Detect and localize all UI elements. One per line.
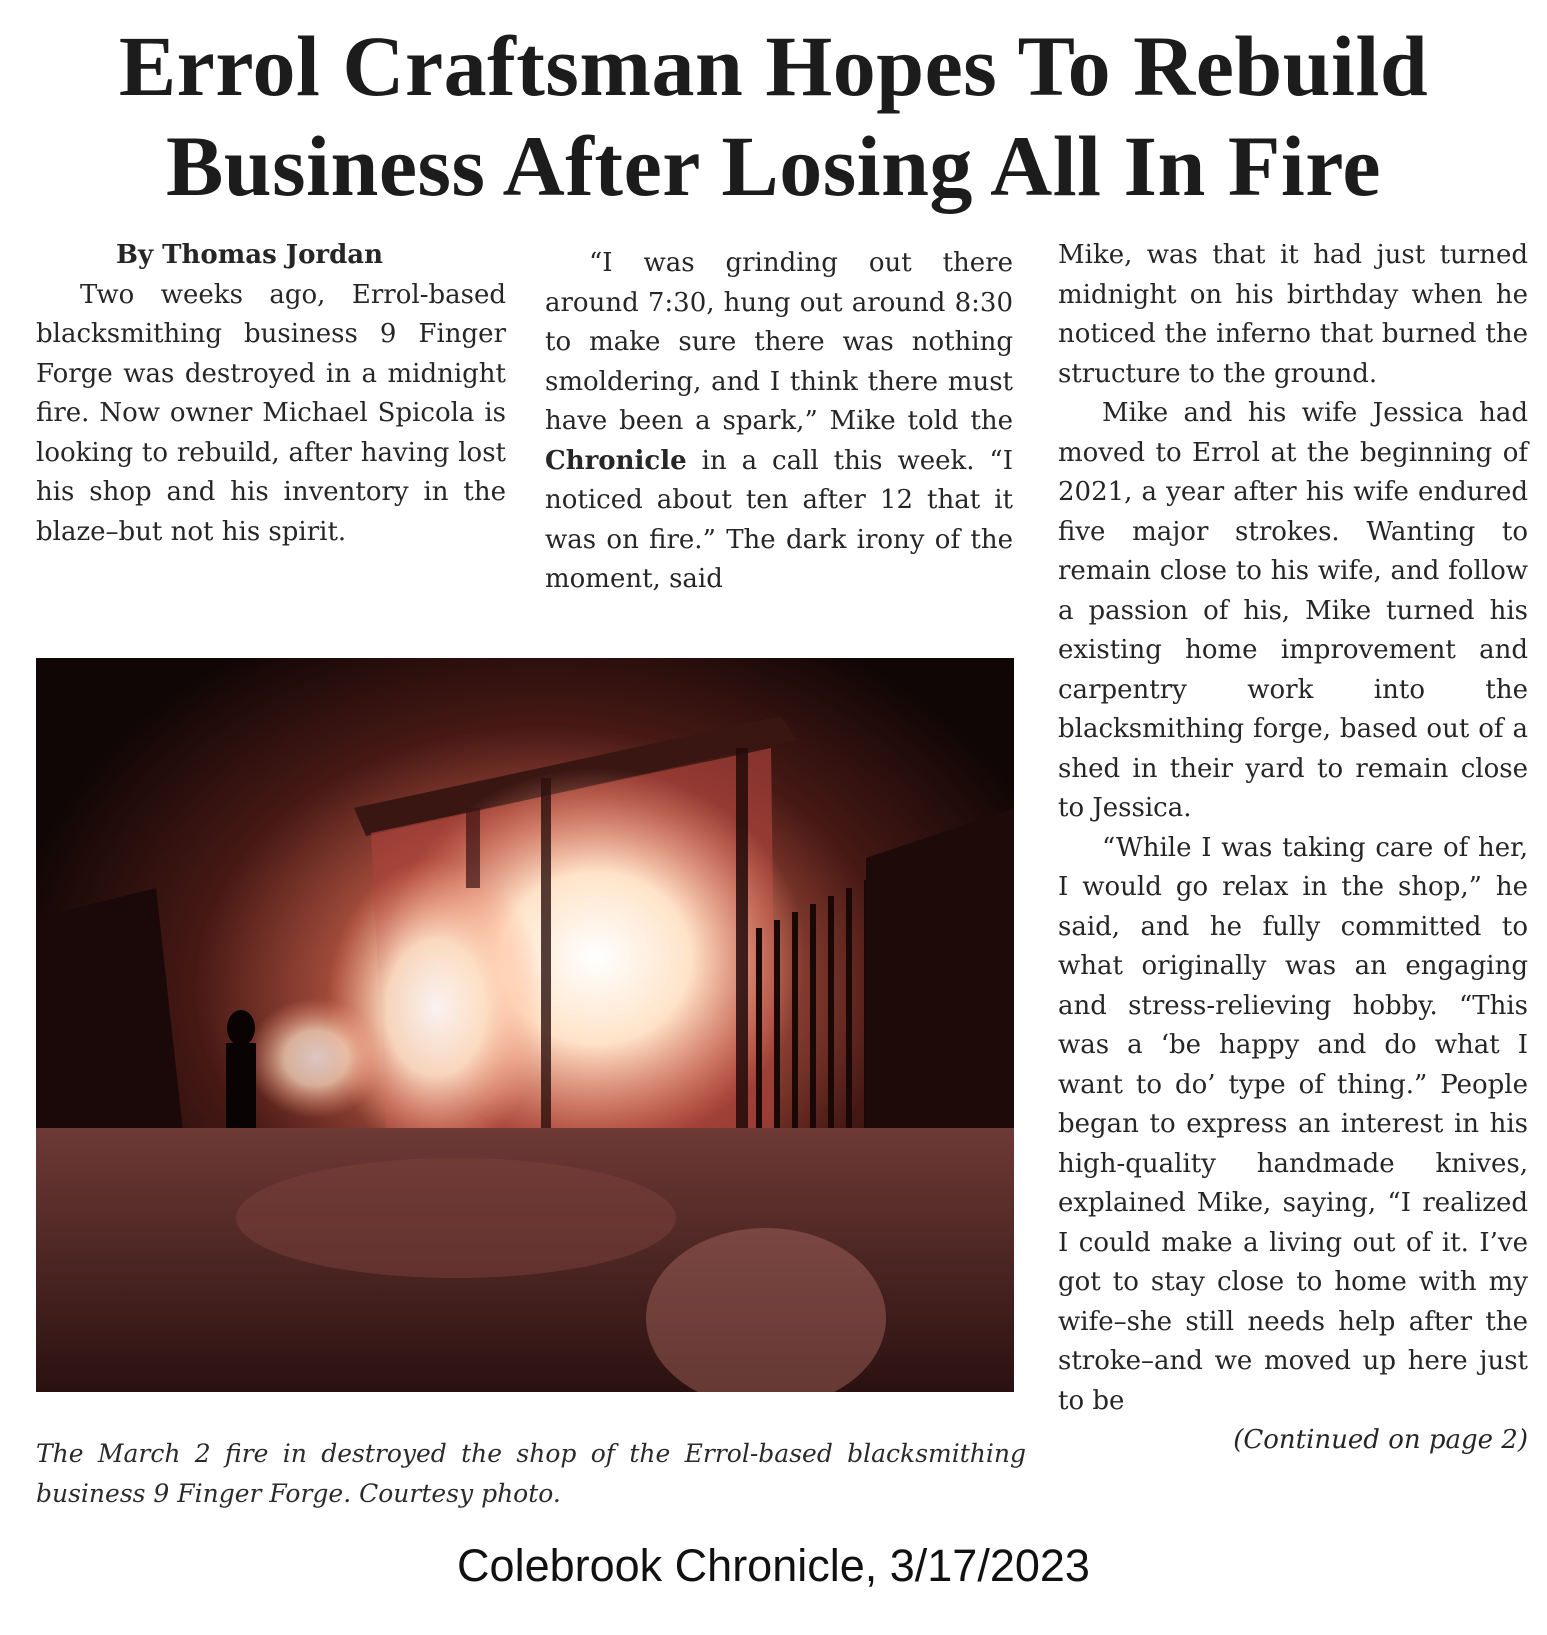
headline-line-2: Business After Losing All In Fire [165, 118, 1382, 214]
photo-caption: The March 2 fire in destroyed the shop of the Errol-based blacksmithing business 9 Finger Forge. Courtesy photo. [36, 1439, 1026, 1508]
byline: By Thomas Jordan [116, 240, 384, 270]
newspaper-name: Chronicle [545, 445, 687, 476]
article-column-3 [1058, 236, 1528, 1461]
article-column-2 [545, 244, 1013, 600]
person-body [226, 1043, 256, 1133]
shed-post [736, 748, 748, 1128]
paragraph: Mike and his wife Jessica had moved to Errol at the beginning of 2021, a year after his wife endured five major strokes. Wanting to remain close to his wife, and follow a passion of his, Mike turned his existing home improvement and carpentry work into the blacksmithing forge, based out of a shed in their yard to remain close to Jessica. [1058, 398, 1528, 823]
snow-mound [236, 1158, 676, 1278]
paragraph-text: “I was grinding out there around 7:30, hung out around 8:30 to make sure there was nothing smoldering, and I think there must have been a spark,” Mike told the [545, 248, 1013, 436]
continued-note: (Continued on page 2) [1233, 1425, 1528, 1455]
headline [20, 16, 1527, 216]
shed-post [466, 808, 480, 888]
paragraph: Mike, was that it had just turned midnight on his birthday when he noticed the inferno that burned the structure to the ground. [1058, 240, 1528, 389]
paragraph-text: in a call this week. “I noticed about ten after 12 that it was on fire.” The dark irony of the moment, said [545, 445, 1013, 594]
paragraph [545, 244, 1013, 600]
paragraph: Two weeks ago, Errol-based blacksmithing business 9 Finger Forge was destroyed in a midnight fire. Now owner Michael Spicola is looking to rebuild, after having lost his shop and his inventory in the blaze–but not his spirit. [36, 279, 506, 547]
flames-left [326, 858, 546, 1158]
fire-photo [36, 658, 1014, 1392]
person-head [227, 1010, 255, 1046]
headline-line-1: Errol Craftsman Hopes To Rebuild [118, 18, 1429, 114]
source-citation: Colebrook Chronicle, 3/17/2023 [457, 1540, 1090, 1591]
flames-bottom [246, 998, 386, 1118]
article-column-1 [36, 236, 506, 552]
paragraph: “While I was taking care of her, I would go relax in the shop,” he said, and he fully committed to what originally was an engaging and stress-relieving hobby. “This was a ‘be happy and do what I want to do’ type of thing.” People began to express an interest in his high-quality handmade knives, explained Mike, saying, “I realized I could make a living out of it. I’ve got to stay close to home with my wife–she still needs help after the stroke–and we moved up here just to be [1058, 832, 1528, 1416]
shed-post [541, 778, 551, 1138]
